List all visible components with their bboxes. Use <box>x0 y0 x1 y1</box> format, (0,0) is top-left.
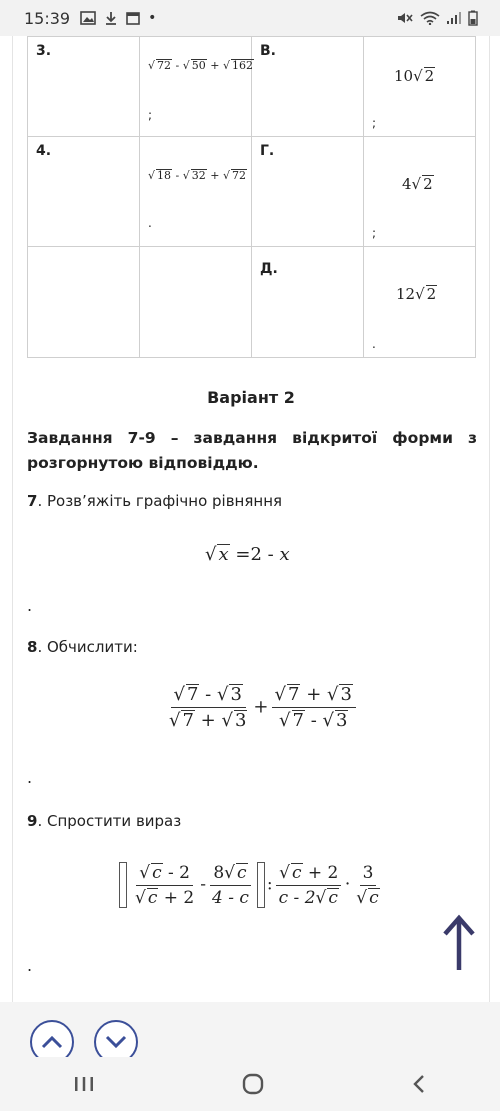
punctuation: ; <box>372 116 377 130</box>
row-number: 4. <box>36 143 52 159</box>
punctuation: . <box>372 337 376 351</box>
table-row <box>28 137 476 247</box>
status-dot: • <box>148 10 157 26</box>
table-cell <box>252 37 364 137</box>
status-left-icons <box>80 10 156 26</box>
table-cell <box>252 247 364 358</box>
chevron-up-icon <box>41 1035 63 1049</box>
page-navigation <box>0 1002 500 1057</box>
answer-value: 10√ 2 <box>394 67 435 85</box>
equation-9: $\frac{√ c - 2}{√ c + 2}$ - $\frac{8√ c}{4 - c}$ : $\frac{√ c + 2}{c - 2√ c}$ · $\frac{3}{√ c}$ <box>117 862 386 908</box>
fraction: $\frac{8√ c}{4 - c}$ <box>212 862 249 908</box>
answer-letter: Д. <box>260 261 278 277</box>
calendar-icon <box>126 11 140 25</box>
expression: √ 72 - √ 50 + √ 162 <box>148 59 253 72</box>
question-7: 7. Розв’яжіть графічно рівняння <box>27 492 283 510</box>
fraction: $\frac{3}{√ c}$ <box>356 862 379 908</box>
table-cell <box>28 247 140 358</box>
equation-8: $\frac{√ 7 - √ 3}{√ 7 + √ 3}$ + $\frac{√ 7 + √ 3}{√ 7 - √ 3}$ <box>163 684 359 731</box>
image-icon <box>80 11 96 25</box>
recent-apps-icon[interactable] <box>73 1075 95 1093</box>
table-cell <box>140 137 252 247</box>
document-page[interactable] <box>12 36 490 1003</box>
equation-7: √ x =2 - x <box>205 544 290 565</box>
variant-title: Варіант 2 <box>207 388 295 407</box>
table-cell <box>140 247 252 358</box>
answer-letter: В. <box>260 43 276 59</box>
table-cell <box>140 37 252 137</box>
answer-dot: . <box>27 596 33 615</box>
fraction: $\frac{√ 7 + √ 3}{√ 7 - √ 3}$ <box>272 684 356 731</box>
home-icon[interactable] <box>241 1072 265 1096</box>
chevron-down-icon <box>105 1035 127 1049</box>
fraction: $\frac{√ c - 2}{√ c + 2}$ <box>135 862 195 908</box>
punctuation: ; <box>148 108 153 122</box>
back-icon[interactable] <box>411 1074 427 1094</box>
answer-dot: . <box>27 768 33 787</box>
battery-icon <box>468 10 478 26</box>
status-time: 15:39 <box>24 8 71 28</box>
system-nav-bar <box>0 1057 500 1111</box>
punctuation: ; <box>372 226 377 240</box>
answer-table <box>27 36 476 358</box>
mute-icon <box>396 11 414 25</box>
table-cell <box>28 37 140 137</box>
fraction: $\frac{√ 7 - √ 3}{√ 7 + √ 3}$ <box>169 684 247 731</box>
status-right-icons <box>396 10 478 26</box>
table-cell <box>28 137 140 247</box>
table-row <box>28 247 476 358</box>
wifi-icon <box>420 11 440 25</box>
question-9: 9. Спростити вираз <box>27 812 182 830</box>
task-header: Завдання 7-9 – завдання відкритої форми з розгорнутою відповіддю. <box>27 429 477 472</box>
table-cell <box>364 247 476 358</box>
punctuation: . <box>148 216 152 230</box>
fraction: $\frac{√ c + 2}{c - 2√ c}$ <box>276 863 342 908</box>
bracket-left <box>119 862 127 908</box>
table-cell <box>252 137 364 247</box>
bracket-right <box>257 862 265 908</box>
status-bar <box>0 0 500 36</box>
scroll-to-top-icon[interactable] <box>439 914 479 974</box>
table-row <box>28 37 476 137</box>
download-icon <box>104 11 118 25</box>
signal-icon <box>446 11 462 25</box>
table-cell <box>364 137 476 247</box>
answer-value: 12√ 2 <box>396 285 437 303</box>
expression: √ 18 - √ 32 + √ 72 <box>148 169 246 182</box>
table-cell <box>364 37 476 137</box>
answer-dot: . <box>27 956 33 975</box>
answer-letter: Г. <box>260 143 275 159</box>
answer-value: 4√ 2 <box>402 175 433 193</box>
row-number: 3. <box>36 43 52 59</box>
question-8: 8. Обчислити: <box>27 638 138 656</box>
